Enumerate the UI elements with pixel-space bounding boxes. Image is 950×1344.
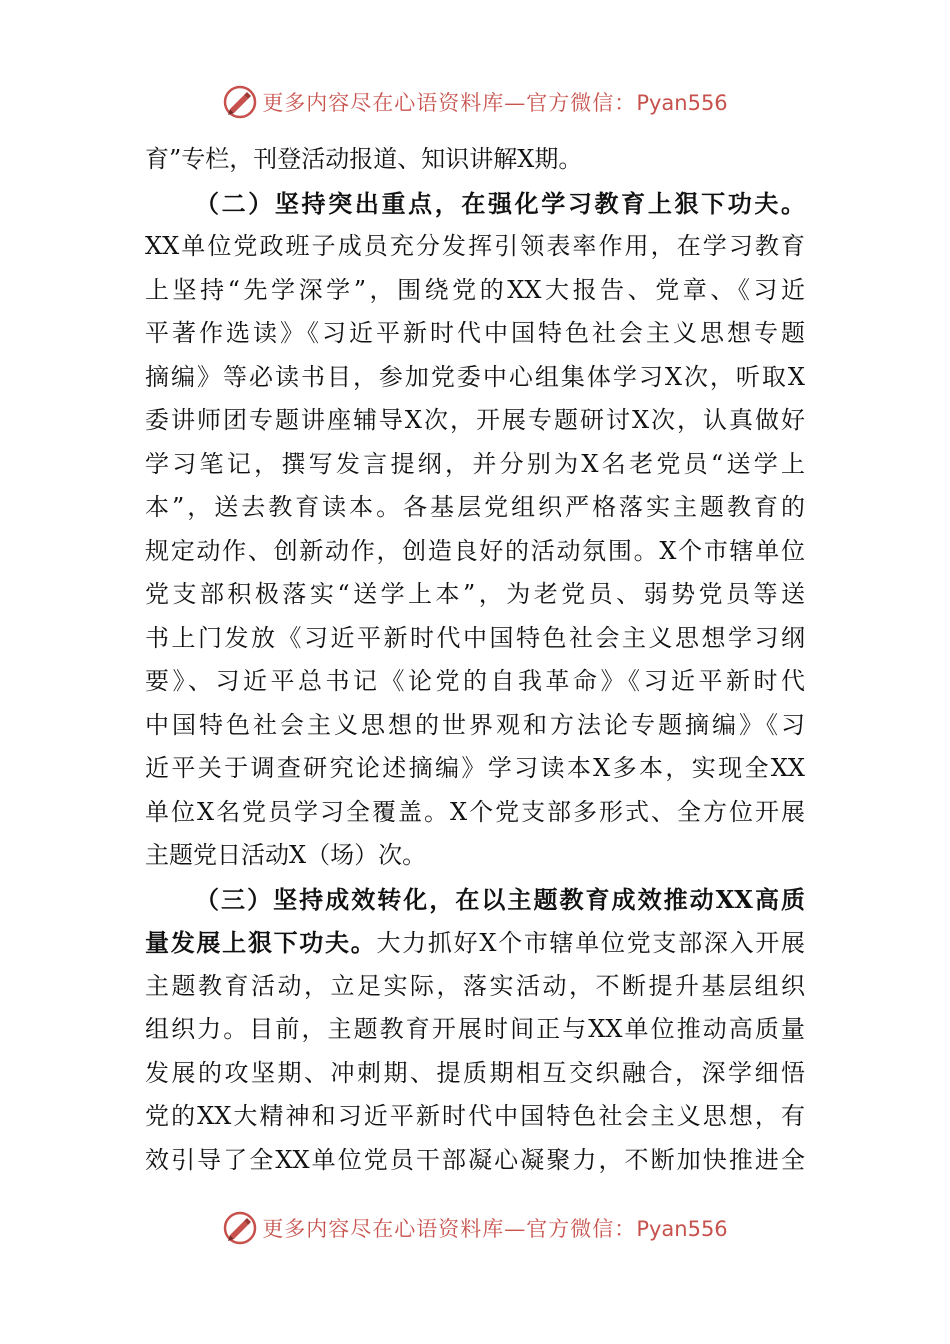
wechat-id: Pyan556: [636, 91, 728, 115]
section-3-heading-continued: 量发展上狠下功夫。: [145, 928, 377, 957]
paragraph-line: 效引导了全XX单位党员干部凝心凝聚力，不断加快推进全: [145, 1145, 805, 1174]
paragraph-line: 上坚持“先学深学”，围绕党的XX大报告、党章、《习近: [145, 275, 805, 304]
paragraph-line: 要》、习近平总书记《论党的自我革命》《习近平新时代: [145, 667, 805, 695]
paragraph-line: 育”专栏，刊登活动报道、知识讲解X期。: [145, 145, 583, 173]
banner-text: 更多内容尽在心语资料库—官方微信：Pyan556: [262, 1217, 728, 1241]
paragraph-line: 党支部积极落实“送学上本”，为老党员、弱势党员等送: [145, 580, 805, 608]
section-2-heading: （二）坚持突出重点，在强化学习教育上狠下功夫。: [195, 188, 805, 218]
paragraph-line: 本”，送去教育读本。各基层党组织严格落实主题教育的: [145, 493, 805, 521]
paragraph-line: 中国特色社会主义思想的世界观和方法论专题摘编》《习: [145, 710, 805, 739]
document-body: [145, 138, 805, 1182]
paragraph-line: 平著作选读》《习近平新时代中国特色社会主义思想专题: [145, 319, 805, 347]
paragraph-line: 书上门发放《习近平新时代中国特色社会主义思想学习纲: [145, 623, 805, 652]
paragraph-line: 学习笔记，撰写发言提纲，并分别为X名老党员“送学上: [145, 449, 805, 478]
pen-logo-icon: [222, 1210, 258, 1246]
paragraph-line: 发展的攻坚期、冲刺期、提质期相互交织融合，深学细悟: [145, 1058, 805, 1087]
footer-watermark-banner: [0, 1208, 950, 1248]
paragraph-line: XX单位党政班子成员充分发挥引领表率作用，在学习教育: [145, 232, 805, 260]
paragraph-line: 近平关于调查研究论述摘编》学习读本X多本，实现全XX: [145, 754, 805, 782]
paragraph-line: 主题教育活动，立足实际，落实活动，不断提升基层组织: [145, 971, 805, 1000]
section-3-heading: （三）坚持成效转化，在以主题教育成效推动XX高质: [195, 884, 805, 914]
pen-logo-icon: [222, 84, 258, 120]
paragraph-text: 大力抓好X个市辖单位党支部深入开展: [376, 929, 805, 957]
paragraph-line: 党的XX大精神和习近平新时代中国特色社会主义思想，有: [145, 1102, 805, 1130]
paragraph-line: 单位X名党员学习全覆盖。X个党支部多形式、全方位开展: [145, 797, 805, 826]
paragraph-line: [145, 921, 805, 965]
paragraph-line: 摘编》等必读书目，参加党委中心组集体学习X次，听取X: [145, 362, 805, 391]
paragraph-line: 委讲师团专题讲座辅导X次，开展专题研讨X次，认真做好: [145, 406, 805, 434]
paragraph-line: 主题党日活动X（场）次。: [145, 841, 427, 869]
header-watermark-banner: [0, 82, 950, 122]
paragraph-line: 组织力。目前，主题教育开展时间正与XX单位推动高质量: [145, 1015, 805, 1043]
banner-text: 更多内容尽在心语资料库—官方微信：Pyan556: [262, 91, 728, 115]
wechat-id: Pyan556: [636, 1217, 728, 1241]
paragraph-line: 规定动作、创新动作，创造良好的活动氛围。X个市辖单位: [145, 536, 805, 565]
